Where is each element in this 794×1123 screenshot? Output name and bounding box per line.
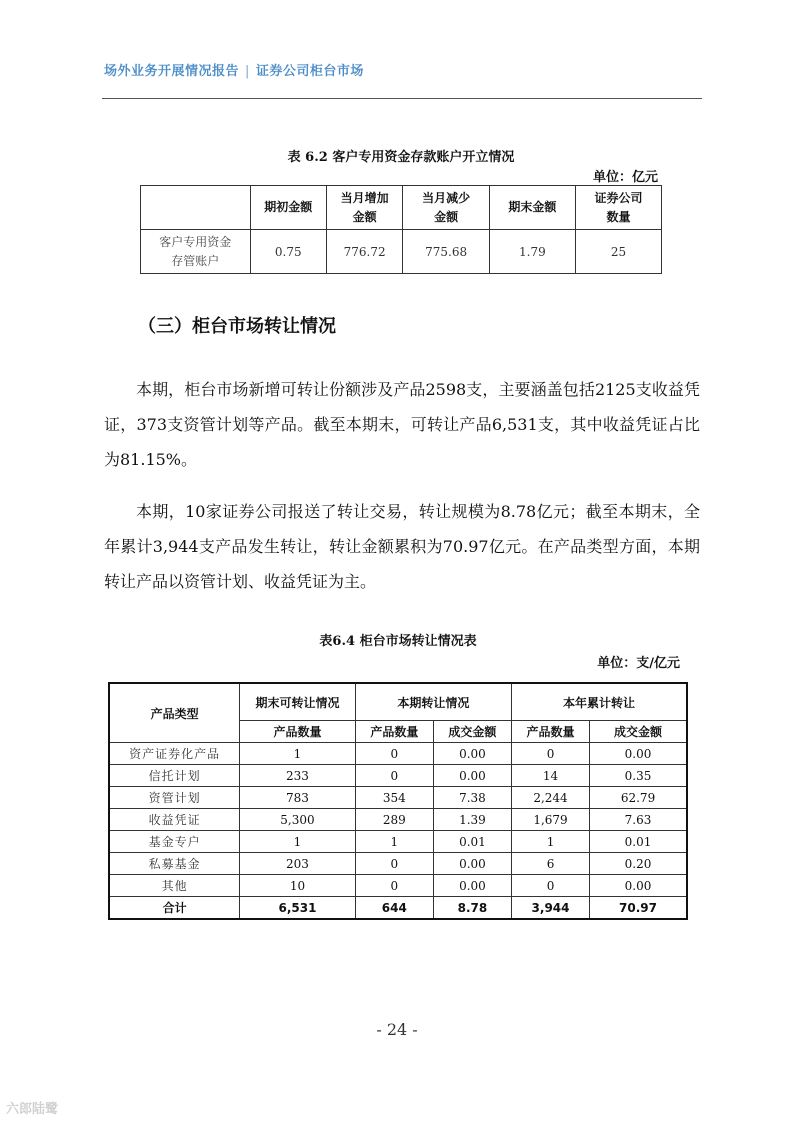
table-cell: 14 bbox=[511, 765, 589, 787]
table-row bbox=[109, 853, 687, 875]
table-group-header-row bbox=[109, 683, 687, 721]
table-cell: 0.00 bbox=[433, 875, 511, 897]
table-cell: 203 bbox=[240, 853, 356, 875]
table-cell: 0.00 bbox=[590, 875, 687, 897]
table-cell: 10 bbox=[240, 875, 356, 897]
table-cell: 1,679 bbox=[511, 809, 589, 831]
col-header-product-type: 产品类型 bbox=[109, 683, 240, 743]
subheader-count: 产品数量 bbox=[511, 721, 589, 743]
table-cell: 0 bbox=[511, 875, 589, 897]
header-report-title: 场外业务开展情况报告 bbox=[104, 64, 240, 79]
table-cell: 0 bbox=[511, 743, 589, 765]
table-header-row bbox=[141, 186, 662, 230]
table-corner-cell bbox=[141, 186, 251, 230]
table64-unit: 单位：支/亿元 bbox=[597, 656, 680, 671]
table-cell: 0.00 bbox=[433, 743, 511, 765]
table-cell: 7.38 bbox=[433, 787, 511, 809]
group-header-current-period: 本期转让情况 bbox=[355, 683, 511, 721]
table64-caption: 表6.4 柜台市场转让情况表 bbox=[319, 634, 477, 649]
table-cell: 6 bbox=[511, 853, 589, 875]
table-cell: 0 bbox=[355, 853, 433, 875]
table-cell: 0 bbox=[355, 765, 433, 787]
table-row bbox=[109, 787, 687, 809]
total-label: 合计 bbox=[109, 897, 240, 920]
table-total-row bbox=[109, 897, 687, 920]
cell-opening: 0.75 bbox=[250, 230, 326, 274]
col-header-decrease: 当月减少 金额 bbox=[403, 186, 489, 230]
table62-caption: 表 6.2 客户专用资金存款账户开立情况 bbox=[287, 150, 515, 165]
row-product-type: 资管计划 bbox=[109, 787, 240, 809]
paragraph-1: 本期，柜台市场新增可转让份额涉及产品2598支，主要涵盖包括2125支收益凭证，373支资管计划等产品。截至本期末，可转让产品6,531支，其中收益凭证占比为81.15%。 bbox=[104, 380, 700, 469]
group-header-year-to-date: 本年累计转让 bbox=[511, 683, 687, 721]
row-product-type: 信托计划 bbox=[109, 765, 240, 787]
table-cell: 289 bbox=[355, 809, 433, 831]
total-cell: 70.97 bbox=[590, 897, 687, 920]
cell-decrease: 775.68 bbox=[403, 230, 489, 274]
row-product-type: 资产证券化产品 bbox=[109, 743, 240, 765]
table-cell: 0.01 bbox=[590, 831, 687, 853]
subheader-count: 产品数量 bbox=[240, 721, 356, 743]
row-product-type: 基金专户 bbox=[109, 831, 240, 853]
paragraph-2: 本期，10家证券公司报送了转让交易，转让规模为8.78亿元；截至本期末，全年累计3,944支产品发生转让，转让金额累积为70.97亿元。在产品类型方面，本期转让产品以资管计划、收益凭证为主。 bbox=[104, 502, 700, 591]
cell-closing: 1.79 bbox=[489, 230, 575, 274]
table-account-opening bbox=[140, 185, 662, 274]
col-header-closing: 期末金额 bbox=[489, 186, 575, 230]
col-header-increase: 当月增加 金额 bbox=[326, 186, 403, 230]
watermark-logo: 六郎陆鹭 bbox=[6, 1102, 59, 1117]
subheader-count: 产品数量 bbox=[355, 721, 433, 743]
table-cell: 7.63 bbox=[590, 809, 687, 831]
table-cell: 1 bbox=[240, 831, 356, 853]
total-cell: 6,531 bbox=[240, 897, 356, 920]
table-body bbox=[109, 743, 687, 897]
table62-unit: 单位：亿元 bbox=[592, 170, 658, 185]
table-cell: 62.79 bbox=[590, 787, 687, 809]
cell-increase: 776.72 bbox=[326, 230, 403, 274]
row-product-type: 其他 bbox=[109, 875, 240, 897]
table-cell: 1.39 bbox=[433, 809, 511, 831]
running-header bbox=[104, 60, 364, 79]
table-cell: 354 bbox=[355, 787, 433, 809]
table-row bbox=[141, 230, 662, 274]
subheader-amount: 成交金额 bbox=[590, 721, 687, 743]
cell-broker-count: 25 bbox=[575, 230, 661, 274]
table-cell: 1 bbox=[355, 831, 433, 853]
table-row bbox=[109, 875, 687, 897]
table-cell: 233 bbox=[240, 765, 356, 787]
table-cell: 0.00 bbox=[433, 765, 511, 787]
table-cell: 0.20 bbox=[590, 853, 687, 875]
group-header-transferable: 期末可转让情况 bbox=[240, 683, 356, 721]
section-heading: （三）柜台市场转让情况 bbox=[138, 316, 336, 337]
header-divider bbox=[102, 98, 702, 99]
row-label: 客户专用资金 存管账户 bbox=[141, 230, 251, 274]
row-product-type: 私募基金 bbox=[109, 853, 240, 875]
table-cell: 0.00 bbox=[590, 743, 687, 765]
table-cell: 0 bbox=[355, 875, 433, 897]
table-cell: 2,244 bbox=[511, 787, 589, 809]
table-row bbox=[109, 809, 687, 831]
table-cell: 0.35 bbox=[590, 765, 687, 787]
row-product-type: 收益凭证 bbox=[109, 809, 240, 831]
total-cell: 8.78 bbox=[433, 897, 511, 920]
table-cell: 783 bbox=[240, 787, 356, 809]
table-cell: 0.01 bbox=[433, 831, 511, 853]
table-row bbox=[109, 765, 687, 787]
table-cell: 0.00 bbox=[433, 853, 511, 875]
col-header-broker-count: 证券公司 数量 bbox=[575, 186, 661, 230]
total-cell: 644 bbox=[355, 897, 433, 920]
table-cell: 5,300 bbox=[240, 809, 356, 831]
table-row bbox=[109, 831, 687, 853]
table-transfer-summary bbox=[108, 682, 688, 920]
table-row bbox=[109, 743, 687, 765]
table-cell: 1 bbox=[240, 743, 356, 765]
total-cell: 3,944 bbox=[511, 897, 589, 920]
table-cell: 1 bbox=[511, 831, 589, 853]
page-number: - 24 - bbox=[376, 1020, 418, 1039]
header-section-title: 证券公司柜台市场 bbox=[255, 64, 364, 79]
header-separator: | bbox=[245, 64, 250, 79]
col-header-opening: 期初金额 bbox=[250, 186, 326, 230]
subheader-amount: 成交金额 bbox=[433, 721, 511, 743]
table-cell: 0 bbox=[355, 743, 433, 765]
